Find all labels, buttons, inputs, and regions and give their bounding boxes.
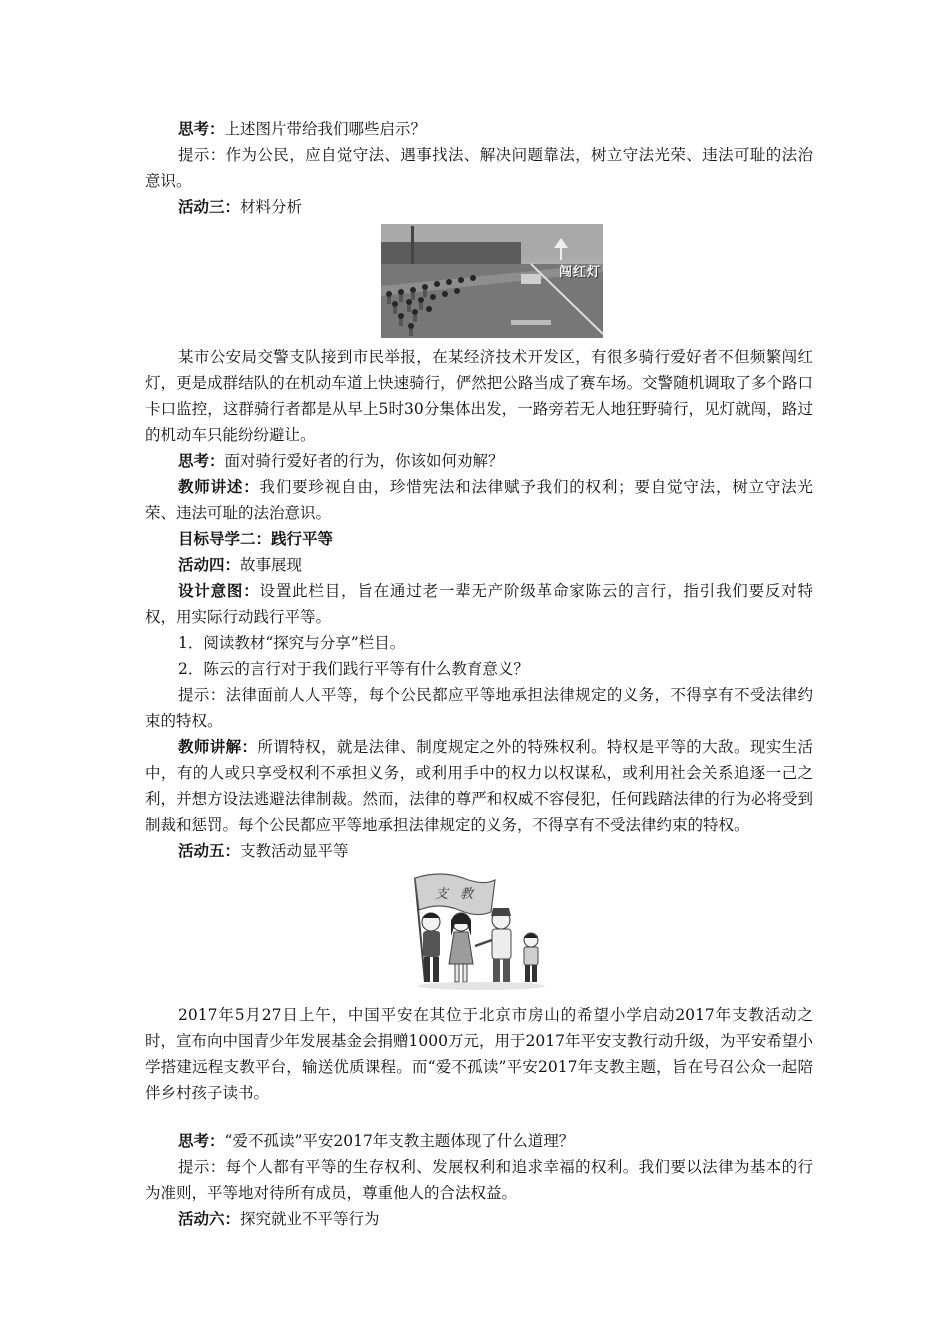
- heading-goal-2: [145, 526, 813, 552]
- volunteer-teaching-illustration: [411, 872, 551, 992]
- text: 我们要珍视自由，珍惜宪法和法律赋予我们的权利；要自觉守法，树立守法光荣、违法可耻的法治意识。: [145, 478, 813, 522]
- flag-text: 支教: [435, 887, 486, 902]
- text: 设置此栏目，旨在通过老一辈无产阶级革命家陈云的言行，指引我们要反对特权，用实际行动践行平等。: [145, 582, 813, 626]
- text: 所谓特权，就是法律、制度规定之外的特殊权利。特权是平等的大敌。现实生活中，有的人或只享受权利不承担义务，或利用手中的权力以权谋私，或利用社会关系追逐一己之利，并想方设法逃避法律制裁。然而，法律的尊严和权威不容侵犯，任何践踏法律的行为必将受到制裁和惩罚。每个公民都应平等地承担法律规定的义务，不得享有不受法律约束的特权。: [145, 738, 813, 834]
- paragraph-teacher-narration: [145, 474, 813, 526]
- label-think: 思考：: [178, 120, 225, 138]
- paragraph-step-1: 1．阅读教材“探究与分享”栏目。: [178, 634, 406, 652]
- document-body: [145, 116, 813, 1232]
- paragraph-activity-6: [145, 1206, 813, 1232]
- text: “爱不孤读”平安2017年支教主题体现了什么道理？: [224, 1132, 575, 1150]
- label-goal: 目标导学二：践行平等: [178, 530, 334, 548]
- label-teacher: 教师讲解：: [178, 738, 258, 756]
- paragraph-activity-3: [145, 194, 813, 220]
- paragraph-news: 2017年5月27日上午，中国平安在其位于北京市房山的希望小学启动2017年支教活动之时，宣布向中国青少年发展基金会捐赠1000万元，用于2017年平安支教行动升级，为平安希望小学搭建远程支教平台，输送优质课程。而“爱不孤读”平安2017年支教主题，旨在号召公众一起陪伴乡村孩子读书。: [145, 1006, 813, 1102]
- paragraph-hint-3: 提示：每个人都有平等的生存权利、发展权利和追求幸福的权利。我们要以法律为基本的行为准则，平等地对待所有成员，尊重他人的合法权益。: [145, 1158, 813, 1202]
- label-teacher: 教师讲述：: [178, 478, 260, 496]
- paragraph-hint-1: 提示：作为公民，应自觉守法、遇事找法、解决问题靠法，树立守法光荣、违法可耻的法治意识。: [145, 146, 813, 190]
- paragraph-material: 某市公安局交警支队接到市民举报，在某经济技术开发区，有很多骑行爱好者不但频繁闯红灯，更是成群结队的在机动车道上快速骑行，俨然把公路当成了赛车场。交警随机调取了多个路口卡口监控，这群骑行者都是从早上5时30分集体出发，一路旁若无人地狂野骑行，见灯就闯，路过的机动车只能纷纷避让。: [145, 348, 813, 444]
- paragraph-think-1: [145, 116, 813, 142]
- paragraph-activity-4: [145, 552, 813, 578]
- paragraph-think-2: [145, 448, 813, 474]
- photo-caption: 闯红灯: [559, 265, 602, 280]
- label-design: 设计意图：: [178, 582, 260, 600]
- paragraph-design-intent: [145, 578, 813, 630]
- paragraph-think-3: [145, 1128, 813, 1154]
- paragraph-teacher-explain: [145, 734, 813, 838]
- paragraph-hint-2: 提示：法律面前人人平等，每个公民都应平等地承担法律规定的义务，不得享有不受法律约束的特权。: [145, 686, 813, 730]
- label-think: 思考：: [178, 1132, 225, 1150]
- text: 面对骑行爱好者的行为，你该如何劝解？: [224, 452, 504, 470]
- text: 故事展现: [240, 556, 303, 574]
- label-activity: 活动五：: [178, 842, 241, 860]
- text: 支教活动显平等: [240, 842, 349, 860]
- label-think: 思考：: [178, 452, 225, 470]
- text: 材料分析: [240, 198, 303, 216]
- label-activity: 活动六：: [178, 1210, 241, 1228]
- text: 探究就业不平等行为: [240, 1210, 380, 1228]
- label-activity: 活动四：: [178, 556, 241, 574]
- paragraph-activity-5: [145, 838, 813, 864]
- spacer: [145, 1106, 813, 1128]
- paragraph-step-2: 2．陈云的言行对于我们践行平等有什么教育意义？: [178, 660, 529, 678]
- label-activity: 活动三：: [178, 198, 241, 216]
- text: 上述图片带给我们哪些启示？: [224, 120, 427, 138]
- cyclists-photo: [381, 224, 603, 338]
